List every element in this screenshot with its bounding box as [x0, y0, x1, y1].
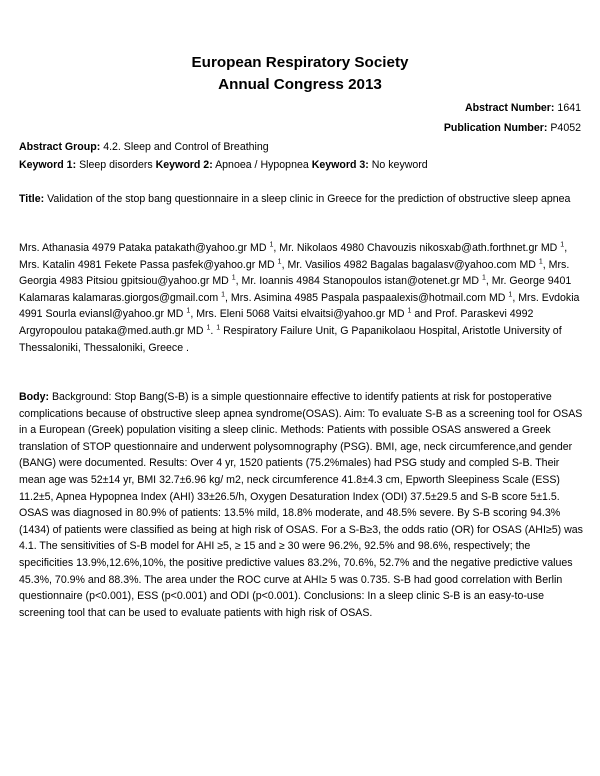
affiliation-marker: 1 — [277, 258, 282, 266]
author-8: , Mrs. Asimina 4985 Paspala paspaalexis@hotmail.com MD — [225, 291, 506, 304]
keyword3-value: No keyword — [371, 159, 428, 171]
author-9: , Mrs. Evdokia 4991 Sourla eviansl@yahoo.gr MD — [19, 291, 580, 321]
keyword2-label: Keyword 2: — [155, 159, 213, 171]
publication-number-label: Publication Number: — [443, 122, 548, 134]
affiliation-marker: 1 — [560, 241, 565, 249]
congress-name: Annual Congress 2013 — [218, 76, 382, 93]
abstract-number-value: 1641 — [557, 102, 581, 114]
publication-number-value: P4052 — [550, 122, 581, 134]
keyword1-label: Keyword 1: — [19, 159, 77, 171]
author-1: Mrs. Athanasia 4979 Pataka patakath@yahoo.gr MD — [19, 242, 267, 254]
title-label: Title: — [19, 193, 45, 205]
affiliation-text: Respiratory Failure Unit, G Papanikolaou Hospital, Aristotle University of Thessaloniki, Thessaloniki, Greece . — [19, 324, 562, 354]
author-3: , Mrs. Katalin 4981 Fekete Passa pasfek@yahoo.gr MD — [19, 242, 568, 271]
abstract-group-label: Abstract Group: — [19, 141, 101, 153]
abstract-number-line — [465, 100, 581, 116]
abstract-number-label: Abstract Number: — [464, 102, 555, 114]
keyword3-label: Keyword 3: — [311, 159, 369, 171]
affiliation-marker: 1 — [206, 324, 211, 332]
affiliation-marker: 1 — [481, 274, 486, 282]
keywords-line — [19, 157, 583, 174]
abstract-group-line — [19, 139, 583, 156]
author-separator: . — [210, 324, 217, 337]
keyword1-value: Sleep disorders — [79, 159, 153, 171]
body-text: Background: Stop Bang(S-B) is a simple questionnaire effective to identify patients at risk for postoperative complications because of obstructive sleep apnea syndrome(OSAS). Aim: To evaluate S-B as a screening tool for OSAS in a European (Greek) population visiting a sleep clinic. Methods: Patients with possible OSAS answered a Greek translation of STOP questionnaire and underwent polysomnography (PSG). BMI, age, neck circumference,and gender (BANG) were documented. Results: Over 4 yr, 1520 patients (75.2%males) had PSG study and compled S-B. Their mean age was 52±14 yr, BMI 32.7±6.96 kg/ m2, neck circumference 41.8±4.3 cm, Epworth Sleepiness Scale (ESS) 11.2±5, Apnea Hypopnea Index (AHI) 33±26.5/h, Oxygen Desaturation Index (ODI) 37.5±29.5 and S-B score 5±1.5. OSAS was diagnosed in 80.9% of patients: 13.5% mild, 18.8% moderate, and 48.5% severe. By S-B scoring 94.3%(1434) of patients were classified as being at high risk of OSAS. For a S-B≥3, the odds ratio (OR) for OSAS (AHI≥5) was 4.1. The sensitivities of S-B model for AHI ≥5, ≥ 15 and ≥ 30 were 96.2%, 92.5% and 98.6%, respectively; the specificities 13.9%,12.6%,10%, the positive predictive values 83.2%, 70.6%, 52.7% and the negative predictive values 45.3%, 70.9% and 88.3%. The area under the ROC curve at AHI≥ 5 was 0.735. S-B had good correlation with Berlin questionnaire (p<0.001), ESS (p<0.001) and ODI (p<0.001). Conclusions: In a sleep clinic S-B is an easy-to-use screening tool that can be used to evaluate patients with high risk of OSAS. — [19, 391, 583, 619]
keyword2-value: Apnoea / Hypopnea — [215, 159, 309, 171]
affiliation-marker: 1 — [231, 274, 236, 282]
abstract-title — [19, 191, 583, 208]
affiliation-marker: 1 — [186, 307, 191, 315]
body-label: Body: — [19, 391, 50, 403]
publication-number-line — [444, 120, 581, 136]
authors-block — [19, 240, 583, 356]
society-name: European Respiratory Society — [191, 54, 409, 71]
author-5: , Mrs. Georgia 4983 Pitsiou gpitsiou@yahoo.gr MD — [19, 258, 570, 288]
abstract-group-value: 4.2. Sleep and Control of Breathing — [103, 141, 269, 153]
abstract-body — [19, 389, 583, 621]
author-7: , Mr. George 9401 Kalamaras kalamaras.giorgos@gmail.com — [19, 275, 572, 304]
affiliation-marker: 1 — [508, 291, 513, 299]
author-2: , Mr. Nikolaos 4980 Chavouzis nikosxab@ath.forthnet.gr MD — [273, 242, 558, 254]
author-4: , Mr. Vasilios 4982 Bagalas bagalasv@yahoo.com MD — [281, 258, 536, 271]
congress-title — [0, 52, 600, 96]
affiliation-marker: 1 — [216, 324, 221, 332]
author-10: , Mrs. Eleni 5068 Vaitsi elvaitsi@yahoo.gr MD — [190, 308, 405, 321]
author-6: , Mr. Ioannis 4984 Stanopoulos istan@otenet.gr MD — [235, 275, 480, 288]
affiliation-marker: 1 — [269, 241, 274, 249]
affiliation-marker: 1 — [538, 258, 543, 266]
affiliation-marker: 1 — [221, 291, 226, 299]
title-text: Validation of the stop bang questionnaire in a sleep clinic in Greece for the prediction of obstructive sleep apnea — [47, 193, 571, 205]
author-11: and Prof. Paraskevi 4992 Argyropoulou pataka@med.auth.gr MD — [19, 308, 534, 337]
affiliation-marker: 1 — [407, 307, 412, 315]
